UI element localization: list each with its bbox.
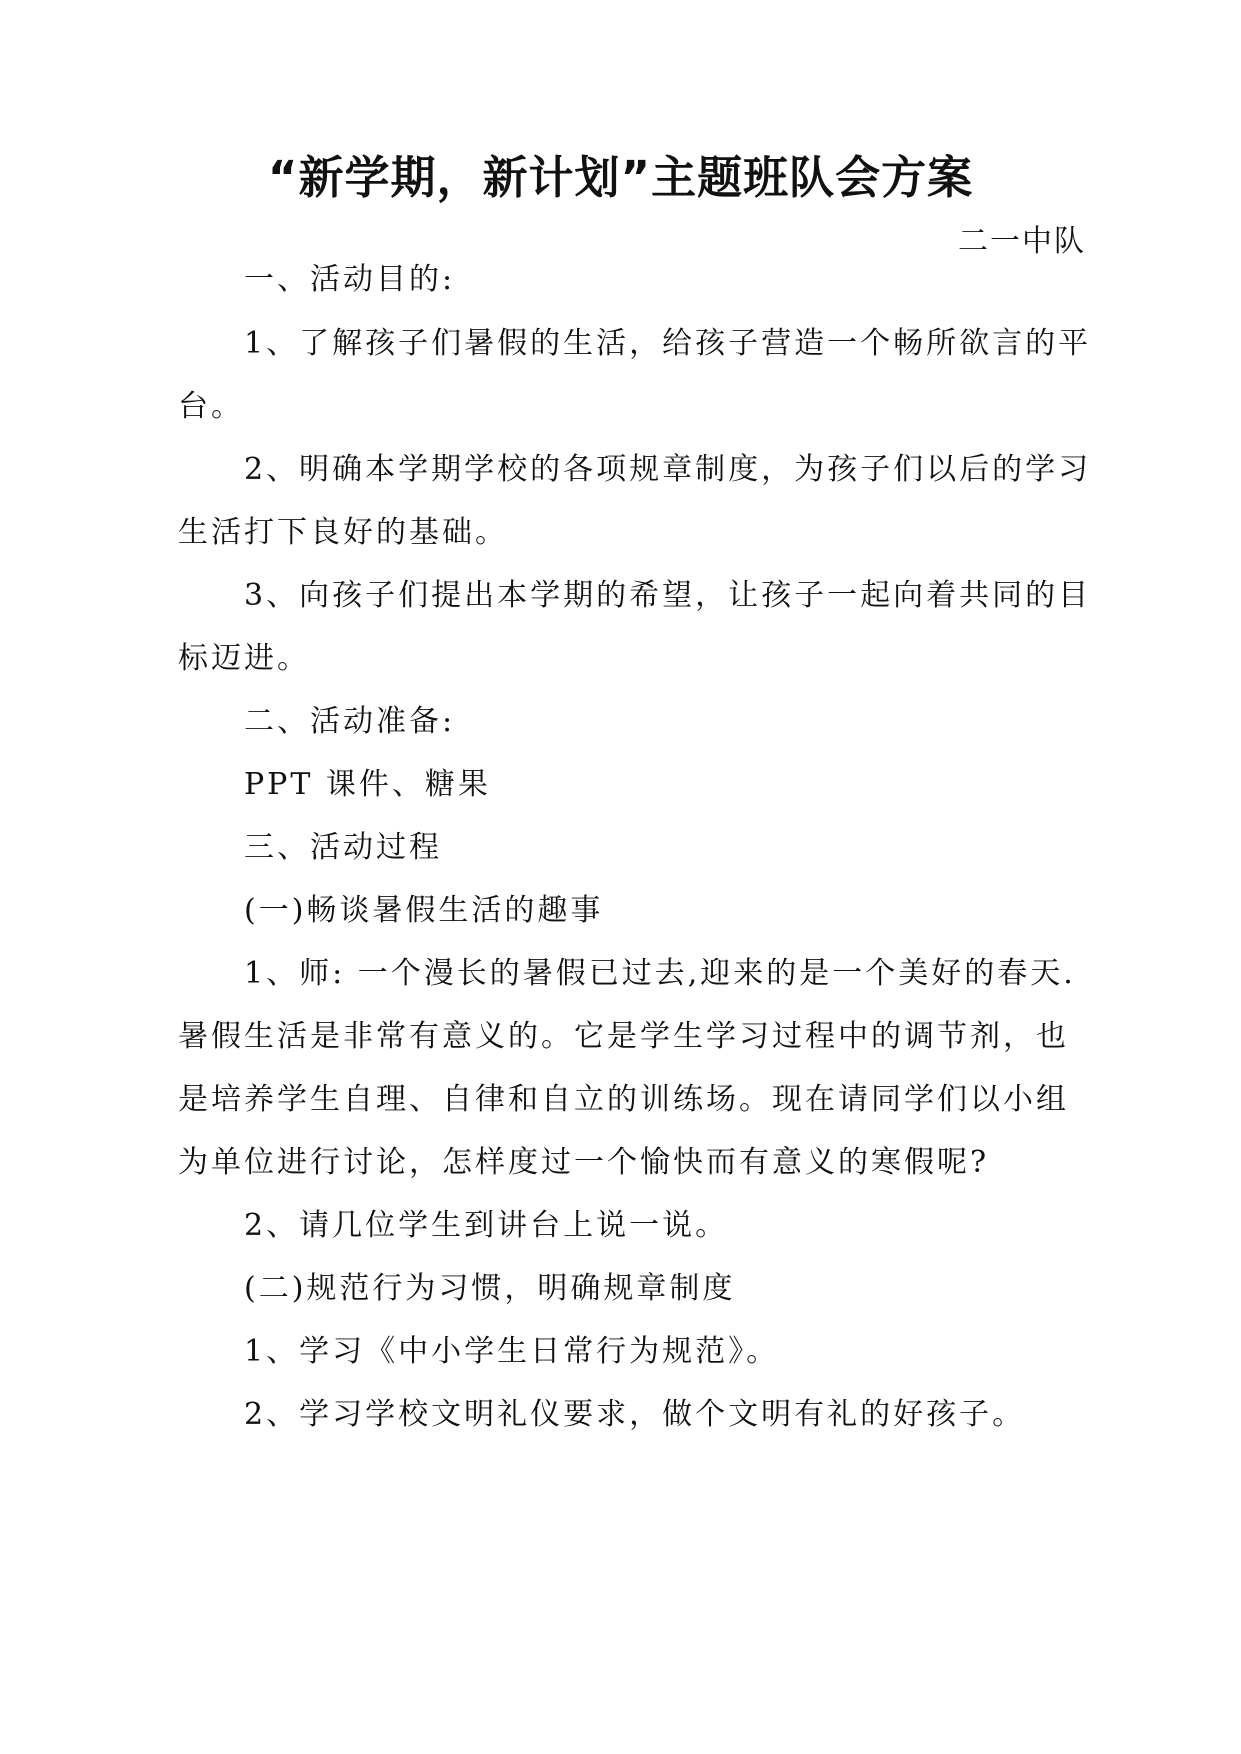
paragraph-line: 生活打下良好的基础。	[178, 515, 508, 550]
document-byline: 二一中队	[958, 224, 1086, 259]
paragraph-line: 台。	[178, 389, 244, 424]
paragraph-line: 暑假生活是非常有意义的。它是学生学习过程中的调节剂，也	[178, 1019, 1069, 1054]
paragraph-line: PPT 课件、糖果	[244, 767, 491, 802]
paragraph-line: 2、请几位学生到讲台上说一说。	[244, 1208, 729, 1243]
paragraph-line: 是培养学生自理、自律和自立的训练场。现在请同学们以小组	[178, 1082, 1069, 1117]
section-heading-2: 二、活动准备:	[244, 704, 456, 739]
paragraph-line: 1、了解孩子们暑假的生活，给孩子营造一个畅所欲言的平	[244, 326, 1092, 361]
subsection-heading-2: (二)规范行为习惯，明确规章制度	[244, 1271, 736, 1306]
section-heading-1: 一、活动目的:	[244, 262, 456, 297]
paragraph-line: 为单位进行讨论，怎样度过一个愉快而有意义的寒假呢?	[178, 1145, 990, 1180]
paragraph-line: 1、师: 一个漫长的暑假已过去,迎来的是一个美好的春天.	[244, 956, 1076, 991]
subsection-heading-1: (一)畅谈暑假生活的趣事	[244, 893, 604, 928]
paragraph-line: 2、学习学校文明礼仪要求，做个文明有礼的好孩子。	[244, 1397, 1026, 1432]
paragraph-line: 3、向孩子们提出本学期的希望，让孩子一起向着共同的目	[244, 578, 1092, 613]
document-title: “新学期，新计划”主题班队会方案	[267, 151, 974, 204]
paragraph-line: 2、明确本学期学校的各项规章制度，为孩子们以后的学习	[244, 452, 1092, 487]
paragraph-line: 标迈进。	[178, 641, 310, 676]
section-heading-3: 三、活动过程	[244, 830, 442, 865]
paragraph-line: 1、学习《中小学生日常行为规范》。	[244, 1334, 780, 1369]
